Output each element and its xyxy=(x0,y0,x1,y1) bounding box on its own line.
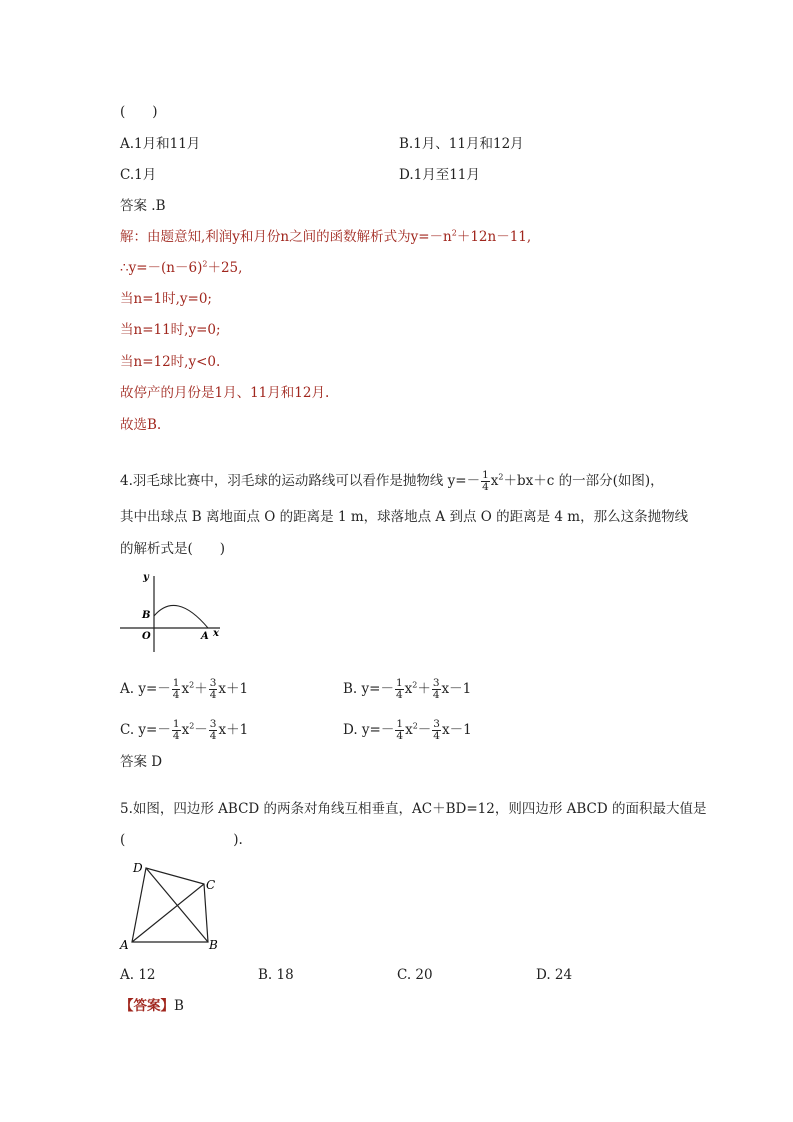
point-b-label: B xyxy=(142,610,151,621)
point-c-label: C xyxy=(206,878,216,892)
q4-option-d: D. y=－ $\frac{1}{4}$ $x^2-$ $\frac{3}{4}$ x－1 xyxy=(343,718,472,742)
q3-solution-line7: 故选B. xyxy=(120,417,162,433)
q4-option-b: B. y=－ $\frac{1}{4}$ $x^2+$ $\frac{3}{4}$ x－1 xyxy=(343,677,472,701)
q3-solution-line4: 当n=11时,y=0; xyxy=(120,322,221,338)
q3-option-c: C.1月 xyxy=(120,167,157,183)
q3-option-b: B.1月、11月和12月 xyxy=(399,136,524,152)
point-b-label: B xyxy=(209,938,218,952)
q4-option-c: C. y=－ $\frac{1}{4}$ $x^2-$ $\frac{3}{4}$ x＋1 xyxy=(120,718,249,742)
point-o-label: O xyxy=(142,631,151,642)
q4-stem-line1: 4.羽毛球比赛中，羽毛球的运动路线可以看作是抛物线 y=－ $\frac{1}{4}$ $x^2+bx+c$ 的一部分(如图)， xyxy=(120,469,664,493)
q3-solution-line3: 当n=1时,y=0; xyxy=(120,291,212,307)
q5-stem-line1: 5.如图，四边形 ABCD 的两条对角线互相垂直，AC＋BD=12，则四边形 ABCD 的面积最大值是 xyxy=(120,801,707,817)
q5-stem-line2: ( ). xyxy=(120,832,243,848)
quadrilateral-figure xyxy=(118,856,228,956)
q3-solution-line6: 故停产的月份是1月、11月和12月. xyxy=(120,385,330,401)
q3-solution-line1: 解：由题意知,利润y和月份n之间的函数解析式为$y=-n^2+12n-11$, xyxy=(120,228,532,245)
q3-option-d: D.1月至11月 xyxy=(399,167,480,183)
parabola-figure xyxy=(112,570,232,660)
q5-option-a: A. 12 xyxy=(120,967,156,983)
diagonal-ac xyxy=(132,884,204,942)
q5-option-b: B. 18 xyxy=(258,967,294,983)
answer-value: B xyxy=(174,998,184,1014)
q5-option-c: C. 20 xyxy=(397,967,433,983)
q3-option-a: A.1月和11月 xyxy=(120,136,201,152)
q3-solution-line2: $\therefore y=-(n-6)^2+25$, xyxy=(120,259,243,276)
q4-stem-line2: 其中出球点 B 离地面点 O 的距离是 1 m，球落地点 A 到点 O 的距离是 4 m，那么这条抛物线 xyxy=(120,509,689,525)
point-d-label: D xyxy=(133,861,143,875)
q4-answer: 答案 D xyxy=(120,754,163,770)
q4-stem-line3: 的解析式是( ) xyxy=(120,541,226,557)
point-a-label: A xyxy=(201,631,209,642)
q5-answer xyxy=(120,997,184,1015)
diagonal-bd xyxy=(146,868,208,942)
q5-option-d: D. 24 xyxy=(536,967,573,983)
fraction: $\frac{1}{4}$ xyxy=(482,469,489,493)
point-a-label: A xyxy=(120,938,129,952)
parabola-curve xyxy=(154,605,208,628)
x-axis-label: x xyxy=(213,628,219,639)
quadrilateral-abcd xyxy=(132,868,208,942)
answer-paren: ( ) xyxy=(120,104,158,120)
y-axis-label: y xyxy=(143,572,149,583)
q4-option-a: A. y=－ $\frac{1}{4}$ $x^2+$ $\frac{3}{4}$ x＋1 xyxy=(120,677,249,701)
q3-solution-line5: 当n=12时,y<0. xyxy=(120,354,221,370)
answer-bracket-label: 【答案】 xyxy=(120,998,174,1014)
q3-answer: 答案 .B xyxy=(120,198,166,214)
